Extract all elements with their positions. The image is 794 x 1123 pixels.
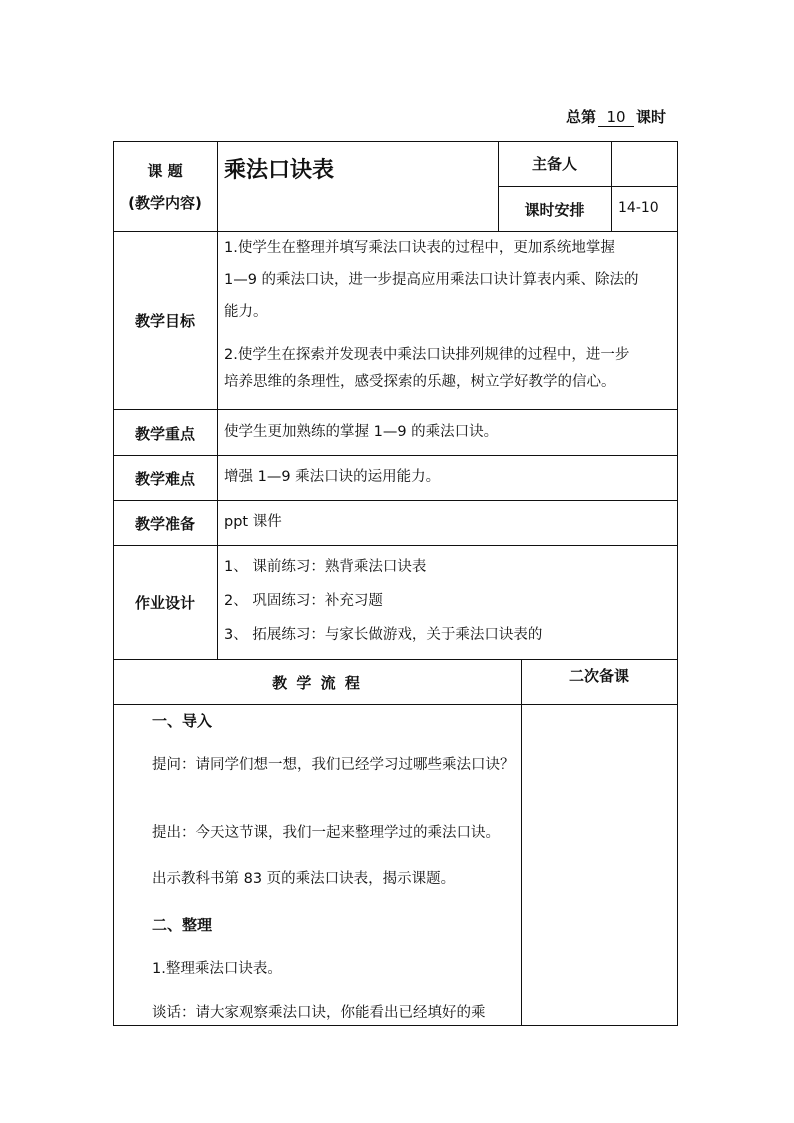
second-prep-header: 二次备课 <box>568 667 629 685</box>
paragraph-organize-table: 1.整理乘法口诀表。 <box>152 961 282 977</box>
divider-homework-flow <box>113 659 678 660</box>
divider-objectives-keypoint <box>113 409 678 410</box>
paragraph-discussion: 谈话：请大家观察乘法口诀，你能看出已经填好的乘 <box>152 1005 486 1021</box>
preparer-value-divider <box>611 141 612 231</box>
topic-label-line2: (教学内容) <box>128 194 202 212</box>
section-organize-heading: 二、整理 <box>152 916 213 934</box>
objective-2-line2: 培养思维的条理性，感受探索的乐趣，树立学好教学的信心。 <box>224 374 616 390</box>
section-intro-heading: 一、导入 <box>152 712 213 730</box>
flow-column-divider <box>521 659 522 1025</box>
objective-2-line1: 2.使学生在探索并发现表中乘法口诀排列规律的过程中，进一步 <box>224 347 630 363</box>
lesson-number: 10 <box>598 108 634 127</box>
table-border-right <box>677 141 678 1026</box>
flow-header: 教 学 流 程 <box>272 674 362 692</box>
label-column-divider <box>217 141 218 659</box>
homework-label: 作业设计 <box>134 594 195 612</box>
paragraph-proposal: 提出：今天这节课，我们一起来整理学过的乘法口诀。 <box>152 825 500 841</box>
divider-flow-header <box>113 704 678 705</box>
difficulty-text: 增强 1—9 乘法口诀的运用能力。 <box>224 469 441 485</box>
key-point-text: 使学生更加熟练的掌握 1—9 的乘法口诀。 <box>224 424 499 440</box>
divider-preparer-schedule <box>498 186 678 187</box>
lesson-title: 乘法口诀表 <box>224 158 335 183</box>
divider-difficulty-preparation <box>113 500 678 501</box>
objective-1-line2: 1—9 的乘法口诀，进一步提高应用乘法口诀计算表内乘、除法的 <box>224 272 639 288</box>
preparer-label: 主备人 <box>531 155 577 173</box>
divider-preparation-homework <box>113 545 678 546</box>
objectives-label: 教学目标 <box>134 312 195 330</box>
key-point-label: 教学重点 <box>134 425 195 443</box>
table-border-left <box>113 141 114 1026</box>
table-border-top <box>113 141 678 142</box>
divider-keypoint-difficulty <box>113 455 678 456</box>
homework-item: 3、 拓展练习：与家长做游戏，关于乘法口诀表的 <box>224 627 543 643</box>
objective-1-line3: 能力。 <box>224 304 268 320</box>
homework-item: 1、 课前练习：熟背乘法口诀表 <box>224 559 427 575</box>
preparation-label: 教学准备 <box>134 515 195 533</box>
topic-label-line1: 课 题 <box>147 162 183 180</box>
paragraph-show-table: 出示教科书第 83 页的乘法口诀表，揭示课题。 <box>152 871 456 887</box>
homework-item: 2、 巩固练习：补充习题 <box>224 593 383 609</box>
objective-1-line1: 1.使学生在整理并填写乘法口诀表的过程中，更加系统地掌握 <box>224 240 615 256</box>
lesson-counter-suffix: 课时 <box>635 108 666 126</box>
lesson-counter-prefix: 总第 <box>565 108 596 126</box>
preparation-text: ppt 课件 <box>224 514 282 530</box>
schedule-label: 课时安排 <box>524 201 585 219</box>
paragraph-question: 提问：请同学们想一想，我们已经学习过哪些乘法口诀？ <box>152 757 515 773</box>
lesson-counter <box>566 106 666 127</box>
schedule-value: 14-10 <box>618 200 659 216</box>
difficulty-label: 教学难点 <box>134 470 195 488</box>
